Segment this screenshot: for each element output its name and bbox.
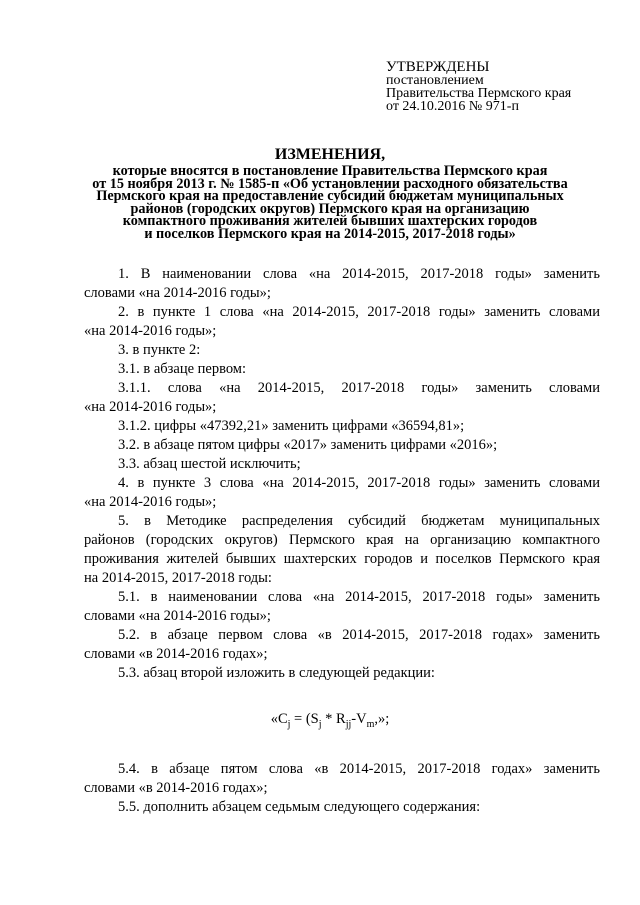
approval-date-line: от 24.10.2016 № 971-п xyxy=(386,99,519,114)
paragraph-line: словами «на 2014-2016 годы»; xyxy=(84,608,271,624)
approval-stamp xyxy=(386,60,571,113)
paragraph-line: 4. в пункте 3 слова «на 2014-2015, 2017-2018 годы» заменить словами xyxy=(118,475,600,491)
subheading-line: районов (городских округов) Пермского края на организацию xyxy=(130,200,530,217)
formula-subscript: jj xyxy=(345,718,352,730)
formula-part: * R xyxy=(321,711,346,727)
paragraph-line: 3.2. в абзаце пятом цифры «2017» заменить цифрами «2016»; xyxy=(118,437,498,453)
formula-subscript: m xyxy=(366,718,375,730)
paragraph-line: 5.4. в абзаце пятом слова «в 2014-2015, 2017-2018 годах» заменить xyxy=(118,761,600,777)
approval-title: УТВЕРЖДЕНЫ xyxy=(386,59,490,75)
paragraph-line: словами «на 2014-2016 годы»; xyxy=(84,285,271,301)
paragraph-line: 5.5. дополнить абзацем седьмым следующего содержания: xyxy=(118,799,481,815)
formula-part: -V xyxy=(351,711,367,727)
paragraph-line: 3.3. абзац шестой исключить; xyxy=(118,456,301,472)
subheading-line: компактного проживания жителей бывших шахтерских городов xyxy=(122,213,538,229)
formula-part: = (S xyxy=(290,711,319,727)
paragraph-line: 3.1.2. цифры «47392,21» заменить цифрами «36594,81»; xyxy=(118,418,465,434)
paragraph-line: «на 2014-2016 годы»; xyxy=(84,494,217,510)
paragraph-line: словами «в 2014-2016 годах»; xyxy=(84,780,268,796)
paragraph-line: 5.3. абзац второй изложить в следующей редакции: xyxy=(118,665,435,681)
paragraph-line: «на 2014-2016 годы»; xyxy=(84,323,217,339)
approval-line: Правительства Пермского края xyxy=(386,86,572,101)
document-heading: ИЗМЕНЕНИЯ, xyxy=(274,146,386,163)
paragraph-line: 3.1. в абзаце первом: xyxy=(118,361,247,377)
formula-subscript: j xyxy=(318,718,322,730)
paragraph-line: 2. в пункте 1 слова «на 2014-2015, 2017-2018 годы» заменить словами xyxy=(118,304,600,320)
approval-line: постановлением xyxy=(386,73,484,88)
formula-part: ,»; xyxy=(374,711,390,727)
formula xyxy=(60,710,600,734)
paragraph-line: 5.1. в наименовании слова «на 2014-2015, 2017-2018 годы» заменить xyxy=(118,589,600,605)
paragraph-line: 3.1.1. слова «на 2014-2015, 2017-2018 годы» заменить словами xyxy=(118,380,600,396)
subheading-line: которые вносятся в постановление Правительства Пермского края xyxy=(112,163,548,179)
paragraph-line: 5.2. в абзаце первом слова «в 2014-2015, 2017-2018 годах» заменить xyxy=(118,627,600,643)
paragraph-line: 5. в Методике распределения субсидий бюджетам муниципальных xyxy=(118,513,600,529)
amendments-list-continued xyxy=(84,760,600,817)
subheading-line: и поселков Пермского края на 2014-2015, 2017-2018 годы» xyxy=(144,225,516,242)
amendments-list xyxy=(84,265,600,683)
formula-part: «C xyxy=(270,711,288,727)
paragraph-line: словами «в 2014-2016 годах»; xyxy=(84,646,268,662)
paragraph-line: «на 2014-2016 годы»; xyxy=(84,399,217,415)
formula-subscript: j xyxy=(287,718,291,730)
paragraph-line: 3. в пункте 2: xyxy=(118,342,201,358)
subheading-line: Пермского края на предоставление субсидий бюджетам муниципальных xyxy=(96,188,564,204)
paragraph-line: районов (городских округов) Пермского края на организацию компактного xyxy=(84,532,600,548)
paragraph-line: проживания жителей бывших шахтерских городов и поселков Пермского края xyxy=(84,551,600,567)
document-subheading xyxy=(60,165,600,240)
paragraph-line: 1. В наименовании слова «на 2014-2015, 2017-2018 годы» заменить xyxy=(118,266,600,282)
subheading-line: от 15 ноября 2013 г. № 1585-п «Об установлении расходного обязательства xyxy=(92,175,568,192)
paragraph-line: на 2014-2015, 2017-2018 годы: xyxy=(84,570,272,586)
